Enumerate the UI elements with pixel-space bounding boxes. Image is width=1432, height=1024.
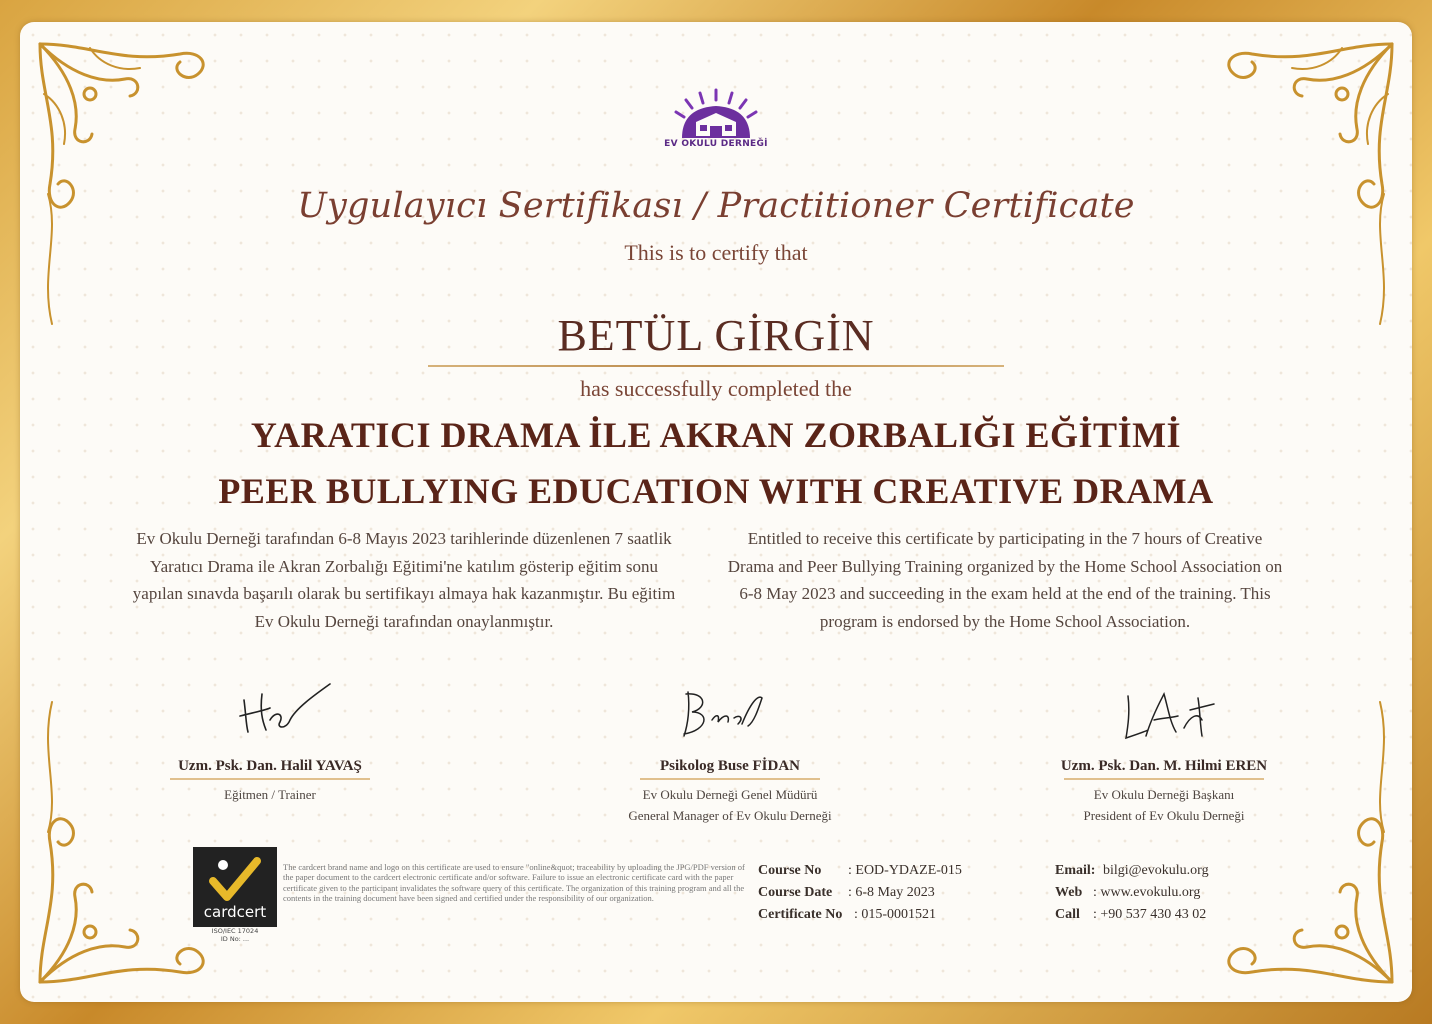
certify-text: This is to certify that [624, 240, 808, 265]
email-label: Email: [1055, 863, 1096, 878]
signature-image-1 [236, 680, 336, 744]
name-underline [428, 365, 1004, 367]
course-info-row [758, 904, 1018, 926]
signatory-2 [580, 758, 880, 826]
corner-ornament-bottom-right [1212, 692, 1402, 992]
call-label: Call [1055, 907, 1080, 922]
signatory-3-role-2: President of Ev Okulu Derneği [1083, 808, 1245, 823]
web-value[interactable]: : www.evokulu.org [1093, 885, 1201, 900]
certificate-title: Uygulayıcı Sertifikası / Practitioner Certificate [297, 186, 1135, 226]
signatory-1-name: Uzm. Psk. Dan. Halil YAVAŞ [178, 758, 362, 774]
completed-text: has successfully completed the [580, 376, 852, 401]
signature-image-3 [1118, 686, 1218, 746]
course-info [758, 860, 1018, 926]
course-title-en: PEER BULLYING EDUCATION WITH CREATIVE DRAMA [218, 471, 1214, 511]
checkmark-icon [207, 855, 263, 903]
email-value[interactable]: bilgi@evokulu.org [1103, 863, 1209, 878]
signatory-2-role-2: General Manager of Ev Okulu Derneği [628, 808, 832, 823]
signature-image-2 [678, 684, 768, 744]
course-title-tr: YARATICI DRAMA İLE AKRAN ZORBALIĞI EĞİTİMİ [250, 415, 1182, 455]
certificate-no-value: : 015-0001521 [854, 907, 937, 922]
badge-caption [193, 927, 277, 943]
certificate-no-label: Certificate No [758, 907, 843, 922]
course-info-row [758, 860, 1018, 882]
corner-ornament-top-right [1212, 34, 1402, 334]
signatory-2-name: Psikolog Buse FİDAN [659, 758, 801, 774]
cardcert-badge [193, 847, 277, 927]
signatory-3 [1030, 758, 1298, 826]
cardcert-brand: cardcert [203, 903, 267, 921]
course-date-label: Course Date [758, 885, 833, 900]
course-no-label: Course No [758, 863, 822, 878]
cardcert-disclaimer: The cardcert brand name and logo on this certificate are used to ensure "online&quot; traceability by uploading the JPG/PDF version of the paper document to the cardcert electronic certificate and/or software. Failure to issue an electronic certificate card with the paper certificate given to the participant invalidates the software query of this certificate. The organization of this training program and all the contents in the training document have been signed and certified under the responsibility of our organization. [283, 862, 745, 904]
signatory-3-rule [1064, 778, 1264, 780]
description-en: Entitled to receive this certificate by participating in the 7 hours of Creative Drama and Peer Bullying Training organized by the Home School Association on 6-8 May 2023 and succeeding in the exam held at the end of the training. This program is endorsed by the Home School Association. [727, 529, 1283, 631]
description-tr: Ev Okulu Derneği tarafından 6-8 Mayıs 2023 tarihlerinde düzenlenen 7 saatlik Yaratıcı Drama ile Akran Zorbalığı Eğitimi'ne katılım gösterip eğitim sonu yapılan sınavda başarılı olarak bu sertifikayı almaya hak kazanmıştır. Bu eğitim Ev Okulu Derneği tarafından onaylanmıştır. [132, 529, 676, 631]
contact-row [1055, 904, 1285, 926]
signatory-3-role-1: Ev Okulu Derneği Başkanı [1093, 787, 1235, 802]
signatory-1 [150, 758, 390, 805]
signatory-1-role: Eğitmen / Trainer [224, 787, 316, 802]
corner-ornament-bottom-left [30, 692, 220, 992]
web-label: Web [1055, 885, 1083, 900]
call-value[interactable]: : +90 537 430 43 02 [1093, 907, 1207, 922]
signatory-2-rule [640, 778, 820, 780]
signatory-2-role-1: Ev Okulu Derneği Genel Müdürü [642, 787, 818, 802]
corner-ornament-top-left [30, 34, 220, 334]
badge-caption-line-2: ID No: ... [220, 935, 250, 943]
course-no-value: : EOD-YDAZE-015 [848, 863, 962, 878]
contact-row [1055, 882, 1285, 904]
logo-text: EV OKULU DERNEĞİ [664, 139, 768, 149]
contact-row [1055, 860, 1285, 882]
signatory-3-name: Uzm. Psk. Dan. M. Hilmi EREN [1060, 758, 1268, 774]
course-date-value: : 6-8 May 2023 [848, 885, 935, 900]
badge-caption-line-1: ISO/IEC 17024 [211, 927, 259, 935]
course-info-row [758, 882, 1018, 904]
signatory-1-rule [170, 778, 370, 780]
contact-info [1055, 860, 1285, 926]
recipient-name: BETÜL GİRGİN [557, 311, 875, 360]
